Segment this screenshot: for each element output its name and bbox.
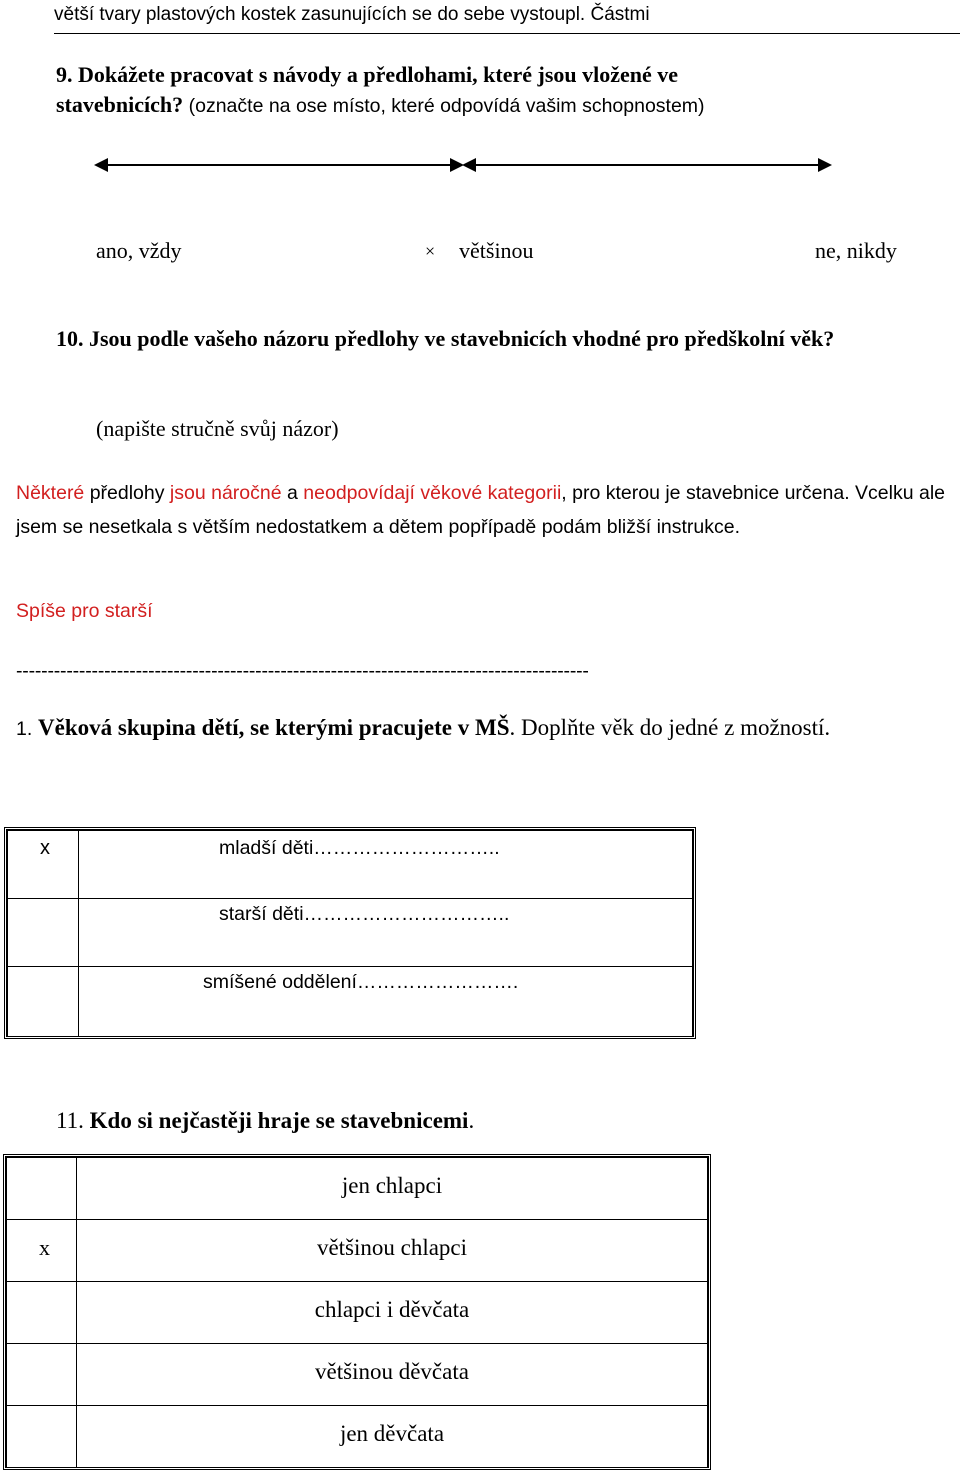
table-row[interactable] xyxy=(7,1220,708,1282)
right-arrow xyxy=(462,158,832,172)
table-row[interactable] xyxy=(7,1344,708,1406)
question-1 xyxy=(16,715,830,741)
q11-question-bold: Kdo si nejčastěji hraje se stavebnicemi xyxy=(89,1108,469,1133)
row-label: starší děti………………………….. xyxy=(219,903,510,925)
q9-question-line2: stavebnicích? xyxy=(56,92,184,117)
row-mark: x xyxy=(40,837,50,859)
row-label: většinou chlapci xyxy=(316,1234,468,1260)
row-mark xyxy=(8,967,78,973)
q1-question-rest: . Doplňte věk do jedné z možností. xyxy=(509,715,831,740)
age-group-table xyxy=(4,827,696,1039)
separator-line: ------------------------------------------------------------------------------------------- xyxy=(16,660,589,682)
q11-number: 11. xyxy=(56,1108,84,1133)
q11-question-rest: . xyxy=(468,1108,475,1133)
q9-hint: (označte na ose místo, které odpovídá vašim schopnostem) xyxy=(188,95,705,117)
scale-right-label: ne, nikdy xyxy=(815,238,897,263)
q1-question-bold: Věková skupina dětí, se kterými pracujete v MŠ xyxy=(38,715,510,740)
scale-marker-x: × xyxy=(425,241,436,261)
who-plays-table xyxy=(3,1154,711,1470)
left-arrow xyxy=(94,158,464,172)
question-11 xyxy=(56,1108,474,1134)
row-mark: x xyxy=(39,1234,50,1260)
q10-answer-line2: Spíše pro starší xyxy=(16,600,153,622)
q10-number: 10. xyxy=(56,326,84,351)
row-label: jen děvčata xyxy=(339,1420,445,1446)
answer-part: a xyxy=(281,482,304,504)
row-mark xyxy=(8,899,78,905)
table-row[interactable] xyxy=(7,1158,708,1220)
scale-left-label: ano, vždy xyxy=(96,238,182,263)
table-row[interactable] xyxy=(8,899,693,967)
answer-part: předlohy xyxy=(84,482,170,504)
q1-number: 1. xyxy=(16,718,33,740)
row-label: smíšené oddělení……………………. xyxy=(203,971,519,993)
q10-answer xyxy=(16,476,946,544)
row-label: jen chlapci xyxy=(341,1172,443,1198)
answer-part: Některé xyxy=(16,482,85,504)
answer-part: jsou náročné xyxy=(169,482,282,504)
previous-answer-line: větší tvary plastových kostek zasunujících se do sebe vystoupl. Částmi xyxy=(54,4,650,25)
table-row[interactable] xyxy=(8,831,693,899)
q10-question: Jsou podle vašeho názoru předlohy ve stavebnicích vhodné pro předškolní věk? xyxy=(89,326,835,351)
scale-axis[interactable] xyxy=(88,150,838,180)
scale-middle-label: většinou xyxy=(459,238,534,263)
table-row[interactable] xyxy=(7,1282,708,1344)
question-9 xyxy=(56,60,705,121)
header-rule xyxy=(54,33,960,34)
answer-part: , pro kterou je stavebnice určena. Vcelku ale jsem se nesetkala s větším nedostatkem a dětem popřípadě podám bližší instrukce. xyxy=(16,482,946,538)
row-label: mladší děti……………………….. xyxy=(219,837,500,859)
q10-hint: (napište stručně svůj názor) xyxy=(96,416,339,441)
q9-question-line1: Dokážete pracovat s návody a předlohami, které jsou vložené ve xyxy=(78,62,679,87)
row-label: většinou děvčata xyxy=(315,1358,469,1384)
table-row[interactable] xyxy=(8,967,693,1037)
answer-part: neodpovídají věkové kategorii xyxy=(303,482,562,504)
row-label: chlapci i děvčata xyxy=(314,1296,470,1322)
question-10 xyxy=(56,324,946,354)
table-row[interactable] xyxy=(7,1406,708,1468)
q9-number: 9. xyxy=(56,62,73,87)
